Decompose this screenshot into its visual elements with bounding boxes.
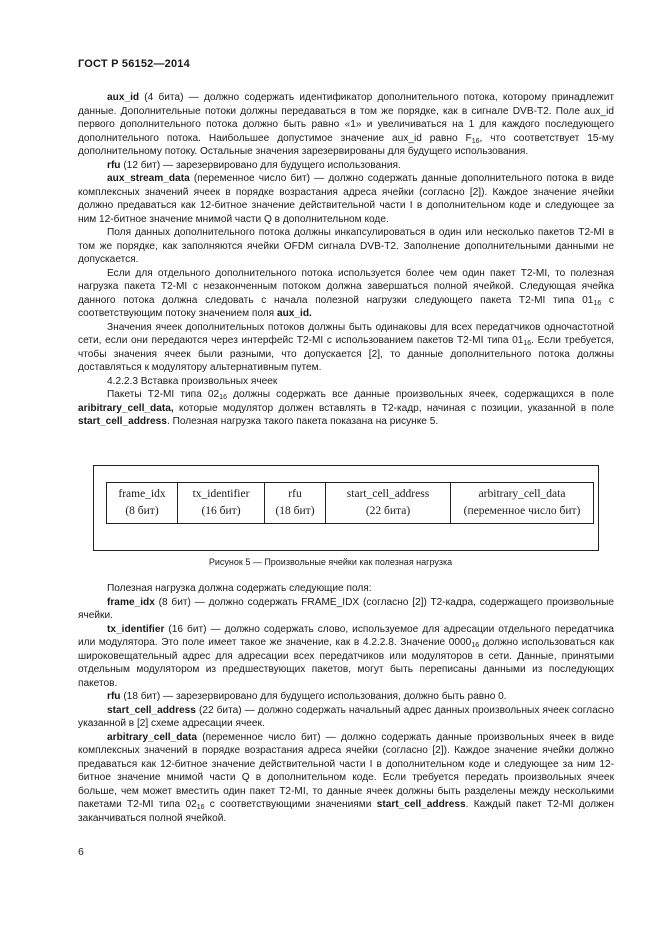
paragraph-intro: Полезная нагрузка должна содержать следующие поля: bbox=[107, 583, 372, 594]
lower-text-block bbox=[78, 582, 614, 825]
paragraph-packets: Пакеты T2-MI типа $02_{16}$ должны содержать все данные произвольных ячеек, содержащихся в поле aribitrary_cell_data, которые модулятор должен вставлять в T2-кадр, начиная с позиции, указанной в поле start_cell_address. Полезная нагрузка такого пакета показана на рисунке 5. bbox=[78, 389, 614, 427]
paragraph-cell-values: Значения ячеек дополнительных потоков должны быть одинаковы для всех передатчиков одночастотной сети, если они передаются через интерфейс T2-MI с использованием пакетов T2-MI типа $01_{16}$. Если требуется, чтобы значения ячеек были разными, что допускается [2], то данные дополнительного потока должны доставляться к модулятору альтернативным путем. bbox=[78, 321, 614, 373]
field-cell-frame-idx: frame_idx (8 бит) bbox=[107, 483, 178, 524]
field-cell-tx-identifier: tx_identifier (16 бит) bbox=[178, 483, 265, 524]
paragraph-aux-id: aux_id (4 бита) — должно содержать идентификатор дополнительного потока, которому принадлежит данные. Дополнительные потоки должны передаваться в том же порядке, как в сигнале DVB-T2. Поле aux_id первого дополнительного потока должно быть равно «1» и увеличиваться на 1 для каждого последующего дополнительного потока. Наибольшее допустимое значение aux_id равно $F_{16}$, что соответствует 15-му дополнительному потоку. Остальные значения зарезервированы для будущего использования. bbox=[78, 92, 614, 157]
paragraph-rfu: rfu (12 бит) — зарезервировано для будущего использования. bbox=[107, 159, 401, 171]
figure-5-frame bbox=[93, 465, 599, 551]
field-name: aux_id bbox=[107, 92, 140, 103]
paragraph-fields: Поля данных дополнительного потока должны инкапсулироваться в один или несколько пакетов T2-MI в том же порядке, как заполняются ячейки OFDM сигнала DVB-T2. Заполнение дополнительными данными не допускается. bbox=[78, 227, 614, 265]
paragraph-single-stream: Если для отдельного дополнительного потока используется более чем один пакет T2-MI, то полезная нагрузка пакета T2-MI с незаконченным потоком должна завершаться полной ячейкой. Следующая ячейка данного потока должна следовать с начала полезной нагрузки следующего пакета T2-MI типа $01_{16}$ с соответствующим потоку значением поля aux_id. bbox=[78, 267, 614, 319]
paragraph-tx-identifier: tx_identifier (16 бит) — должно содержать слово, используемое для адресации отдельного передатчика или модулятора. Это поле имеет такое же значение, как в 4.2.2.8. Значение $0000_{16}$ должно использоваться как широковещательный адрес для адресации всех передатчиков или модуляторов в сети. Данные, принятыми отдельным модулятором из предшествующих пакетов, могут быть переписаны данными из последующих пакетов. bbox=[78, 623, 614, 689]
field-name: start_cell_address bbox=[107, 704, 196, 716]
paragraph-aux-stream-data: aux_stream_data (переменное число бит) — должно содержать данные дополнительного потока в виде комплексных значений ячеек в порядке возрастания адреса ячейки (согласно [2]). Каждое значение ячейки должно предаваться как 12-битное значение действительной части I в дополнительном коде и следующее за ним 12-битное значение мнимой части Q в дополнительном коде. bbox=[78, 173, 614, 225]
payload-structure-table bbox=[106, 482, 594, 524]
section-heading: 4.2.2.3 Вставка произвольных ячеек bbox=[107, 375, 278, 387]
field-cell-arbitrary-cell-data: arbitrary_cell_data (переменное число бит) bbox=[451, 483, 594, 524]
document-header: ГОСТ Р 56152—2014 bbox=[78, 58, 190, 70]
paragraph-rfu-bottom: rfu (18 бит) — зарезервировано для будущего использования, должно быть равно 0. bbox=[107, 691, 507, 702]
field-name: frame_idx bbox=[107, 596, 155, 608]
field-name: rfu bbox=[107, 691, 121, 702]
paragraph-start-cell-address: start_cell_address (22 бита) — должно содержать начальный адрес данных произвольных ячеек согласно указанной в [2] схеме адресации ячеек. bbox=[78, 704, 614, 729]
page-number: 6 bbox=[78, 846, 84, 858]
field-cell-start-cell-address: start_cell_address (22 бита) bbox=[326, 483, 451, 524]
paragraph-frame-idx: frame_idx (8 бит) — должно содержать FRAME_IDX (согласно [2]) T2-кадра, содержащего произвольные ячейки. bbox=[78, 596, 614, 621]
field-name: arbitrary_cell_data bbox=[107, 731, 198, 743]
paragraph-arbitrary-cell-data: arbitrary_cell_data (переменное число бит) — должно содержать данные произвольных ячеек в виде комплексных значений в порядке возрастания адреса ячейки (согласно [2]). Каждое значение ячейки должно предаваться как 12-битное значение действительной части I в дополнительном коде и следующее за ним 12-битное значение мнимой части Q в дополнительном коде. Если требуется передать произвольных ячеек больше, чем может вместить один пакет T2-MI, то данные ячеек должны быть разделены между несколькими пакетами T2-MI типа $02_{16}$ с соответствующими значениями start_cell_address. Каждый пакет T2-MI должен заканчиваться полной ячейкой. bbox=[78, 731, 614, 824]
field-name: aux_stream_data bbox=[107, 173, 190, 184]
payload-row bbox=[107, 483, 594, 524]
upper-text-block bbox=[78, 91, 614, 429]
field-name: tx_identifier bbox=[107, 623, 165, 635]
field-name: rfu bbox=[107, 159, 121, 171]
field-cell-rfu: rfu (18 бит) bbox=[265, 483, 326, 524]
figure-caption: Рисунок 5 — Произвольные ячейки как полезная нагрузка bbox=[208, 557, 453, 567]
